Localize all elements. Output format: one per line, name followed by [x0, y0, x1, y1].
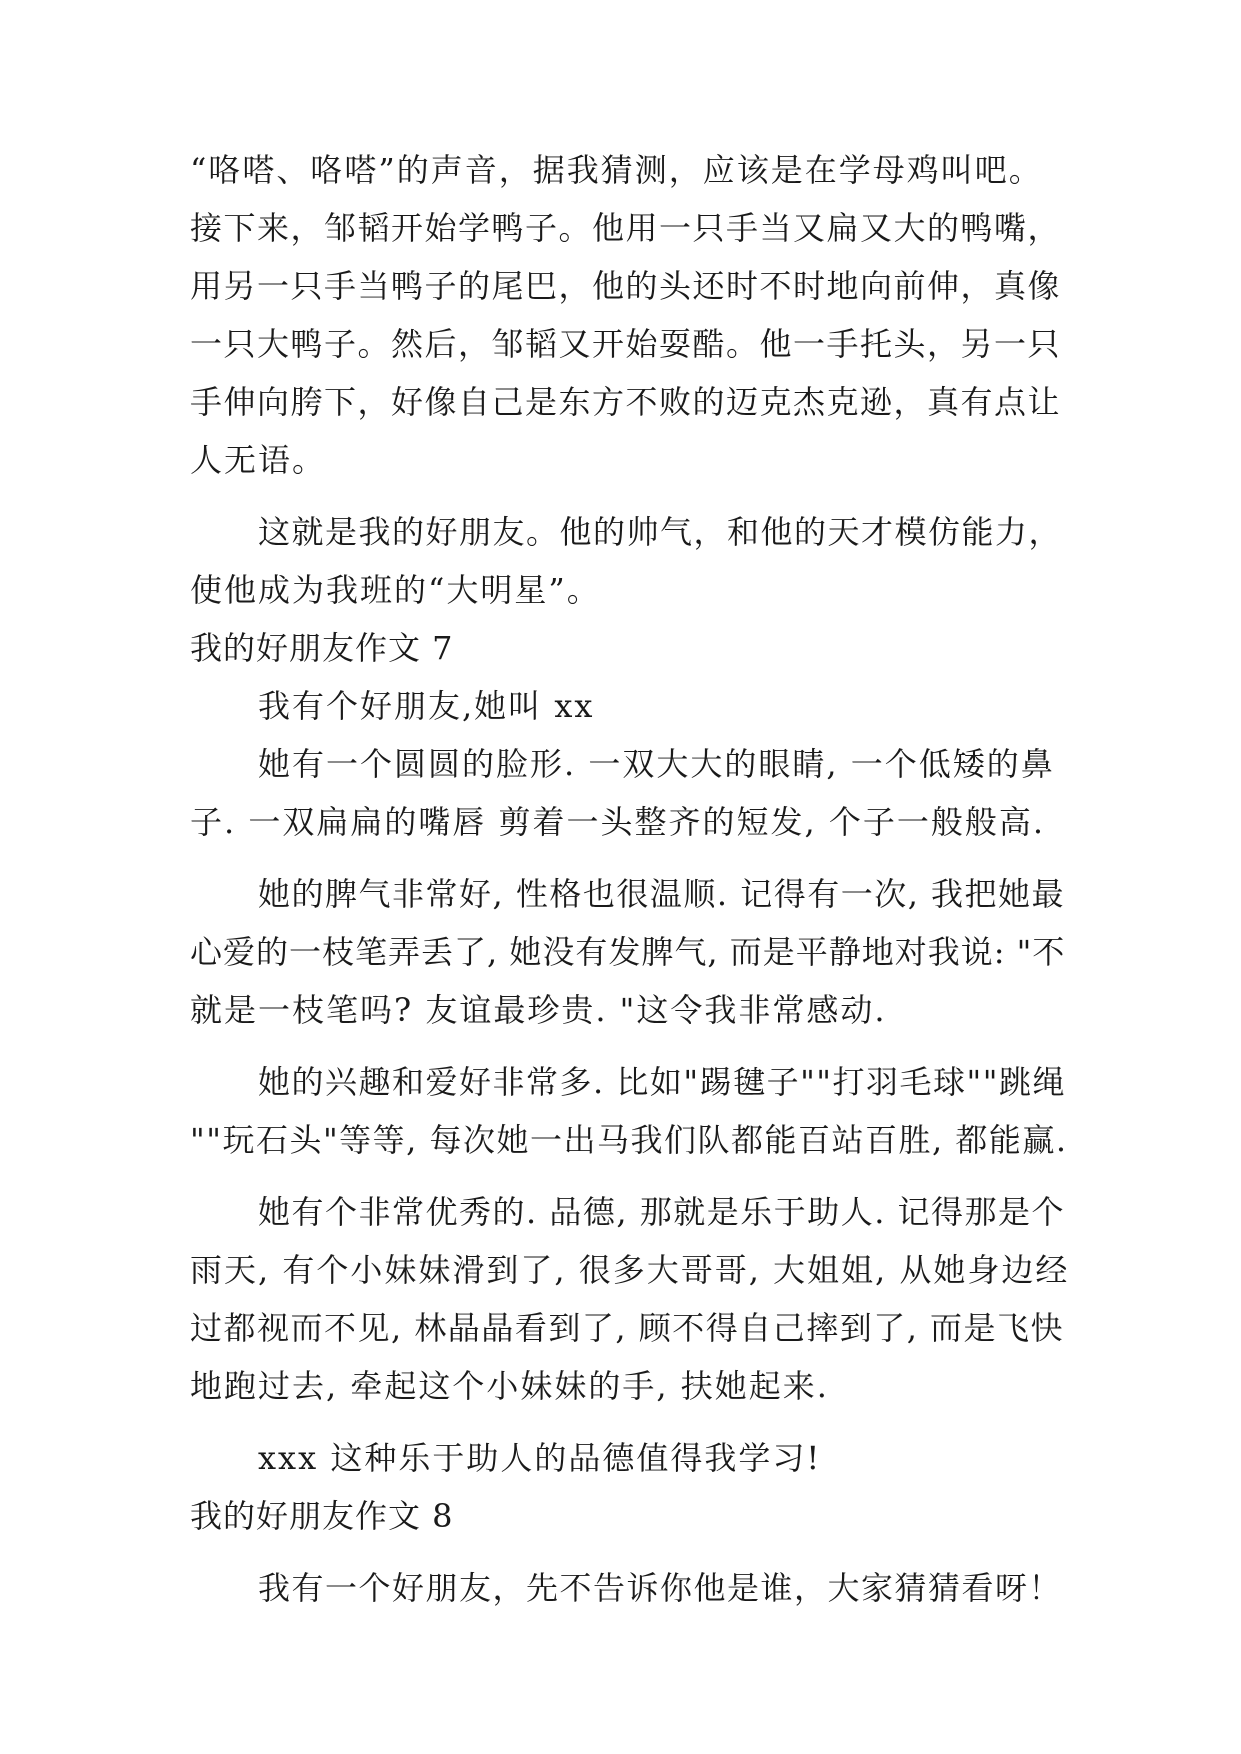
paragraph-line: 她的兴趣和爱好非常多. 比如"踢毽子""打羽毛球""跳绳	[258, 1063, 1066, 1101]
paragraph-line: 地跑过去, 牵起这个小妹妹的手, 扶她起来.	[190, 1367, 829, 1405]
paragraph-line: 手伸向胯下，好像自己是东方不败的迈克杰克逊，真有点让	[190, 383, 1062, 421]
paragraph-line: 我有一个好朋友，先不告诉你他是谁，大家猜猜看呀！	[258, 1569, 1063, 1607]
paragraph-line: 人无语。	[190, 441, 327, 479]
paragraph-line: 雨天, 有个小妹妹滑到了, 很多大哥哥, 大姐姐, 从她身边经	[190, 1251, 1070, 1289]
paragraph-line: 接下来，邹韬开始学鸭子。他用一只手当又扁又大的鸭嘴，	[190, 209, 1062, 247]
paragraph-line: 心爱的一枝笔弄丢了, 她没有发脾气, 而是平静地对我说: "不	[190, 933, 1066, 971]
section-heading: 我的好朋友作文 7	[190, 629, 454, 667]
section-heading: 我的好朋友作文 8	[190, 1497, 454, 1535]
paragraph-line: 她有一个圆圆的脸形. 一双大大的眼睛, 一个低矮的鼻	[258, 745, 1055, 783]
paragraph-line: 我有个好朋友,她叫 xx	[258, 687, 595, 725]
paragraph-line: “咯嗒、咯嗒”的声音，据我猜测，应该是在学母鸡叫吧。	[190, 151, 1043, 189]
paragraph-line: ""玩石头"等等, 每次她一出马我们队都能百站百胜, 都能赢.	[190, 1121, 1068, 1159]
paragraph-line: 这就是我的好朋友。他的帅气，和他的天才模仿能力，	[258, 513, 1063, 551]
paragraph-line: 她的脾气非常好, 性格也很温顺. 记得有一次, 我把她最	[258, 875, 1066, 913]
paragraph-line: 过都视而不见, 林晶晶看到了, 顾不得自己摔到了, 而是飞快	[190, 1309, 1065, 1347]
paragraph-line: 使他成为我班的“大明星”。	[190, 571, 601, 609]
paragraph-line: 用另一只手当鸭子的尾巴，他的头还时不时地向前伸，真像	[190, 267, 1062, 305]
paragraph-line: 一只大鸭子。然后，邹韬又开始耍酷。他一手托头，另一只	[190, 325, 1062, 363]
paragraph-line: 就是一枝笔吗? 友谊最珍贵. "这令我非常感动.	[190, 991, 887, 1029]
paragraph-line: 她有个非常优秀的. 品德, 那就是乐于助人. 记得那是个	[258, 1193, 1066, 1231]
paragraph-line: xxx 这种乐于助人的品德值得我学习!	[258, 1439, 822, 1477]
paragraph-line: 子. 一双扁扁的嘴唇 剪着一头整齐的短发, 个子一般般高.	[190, 803, 1046, 841]
